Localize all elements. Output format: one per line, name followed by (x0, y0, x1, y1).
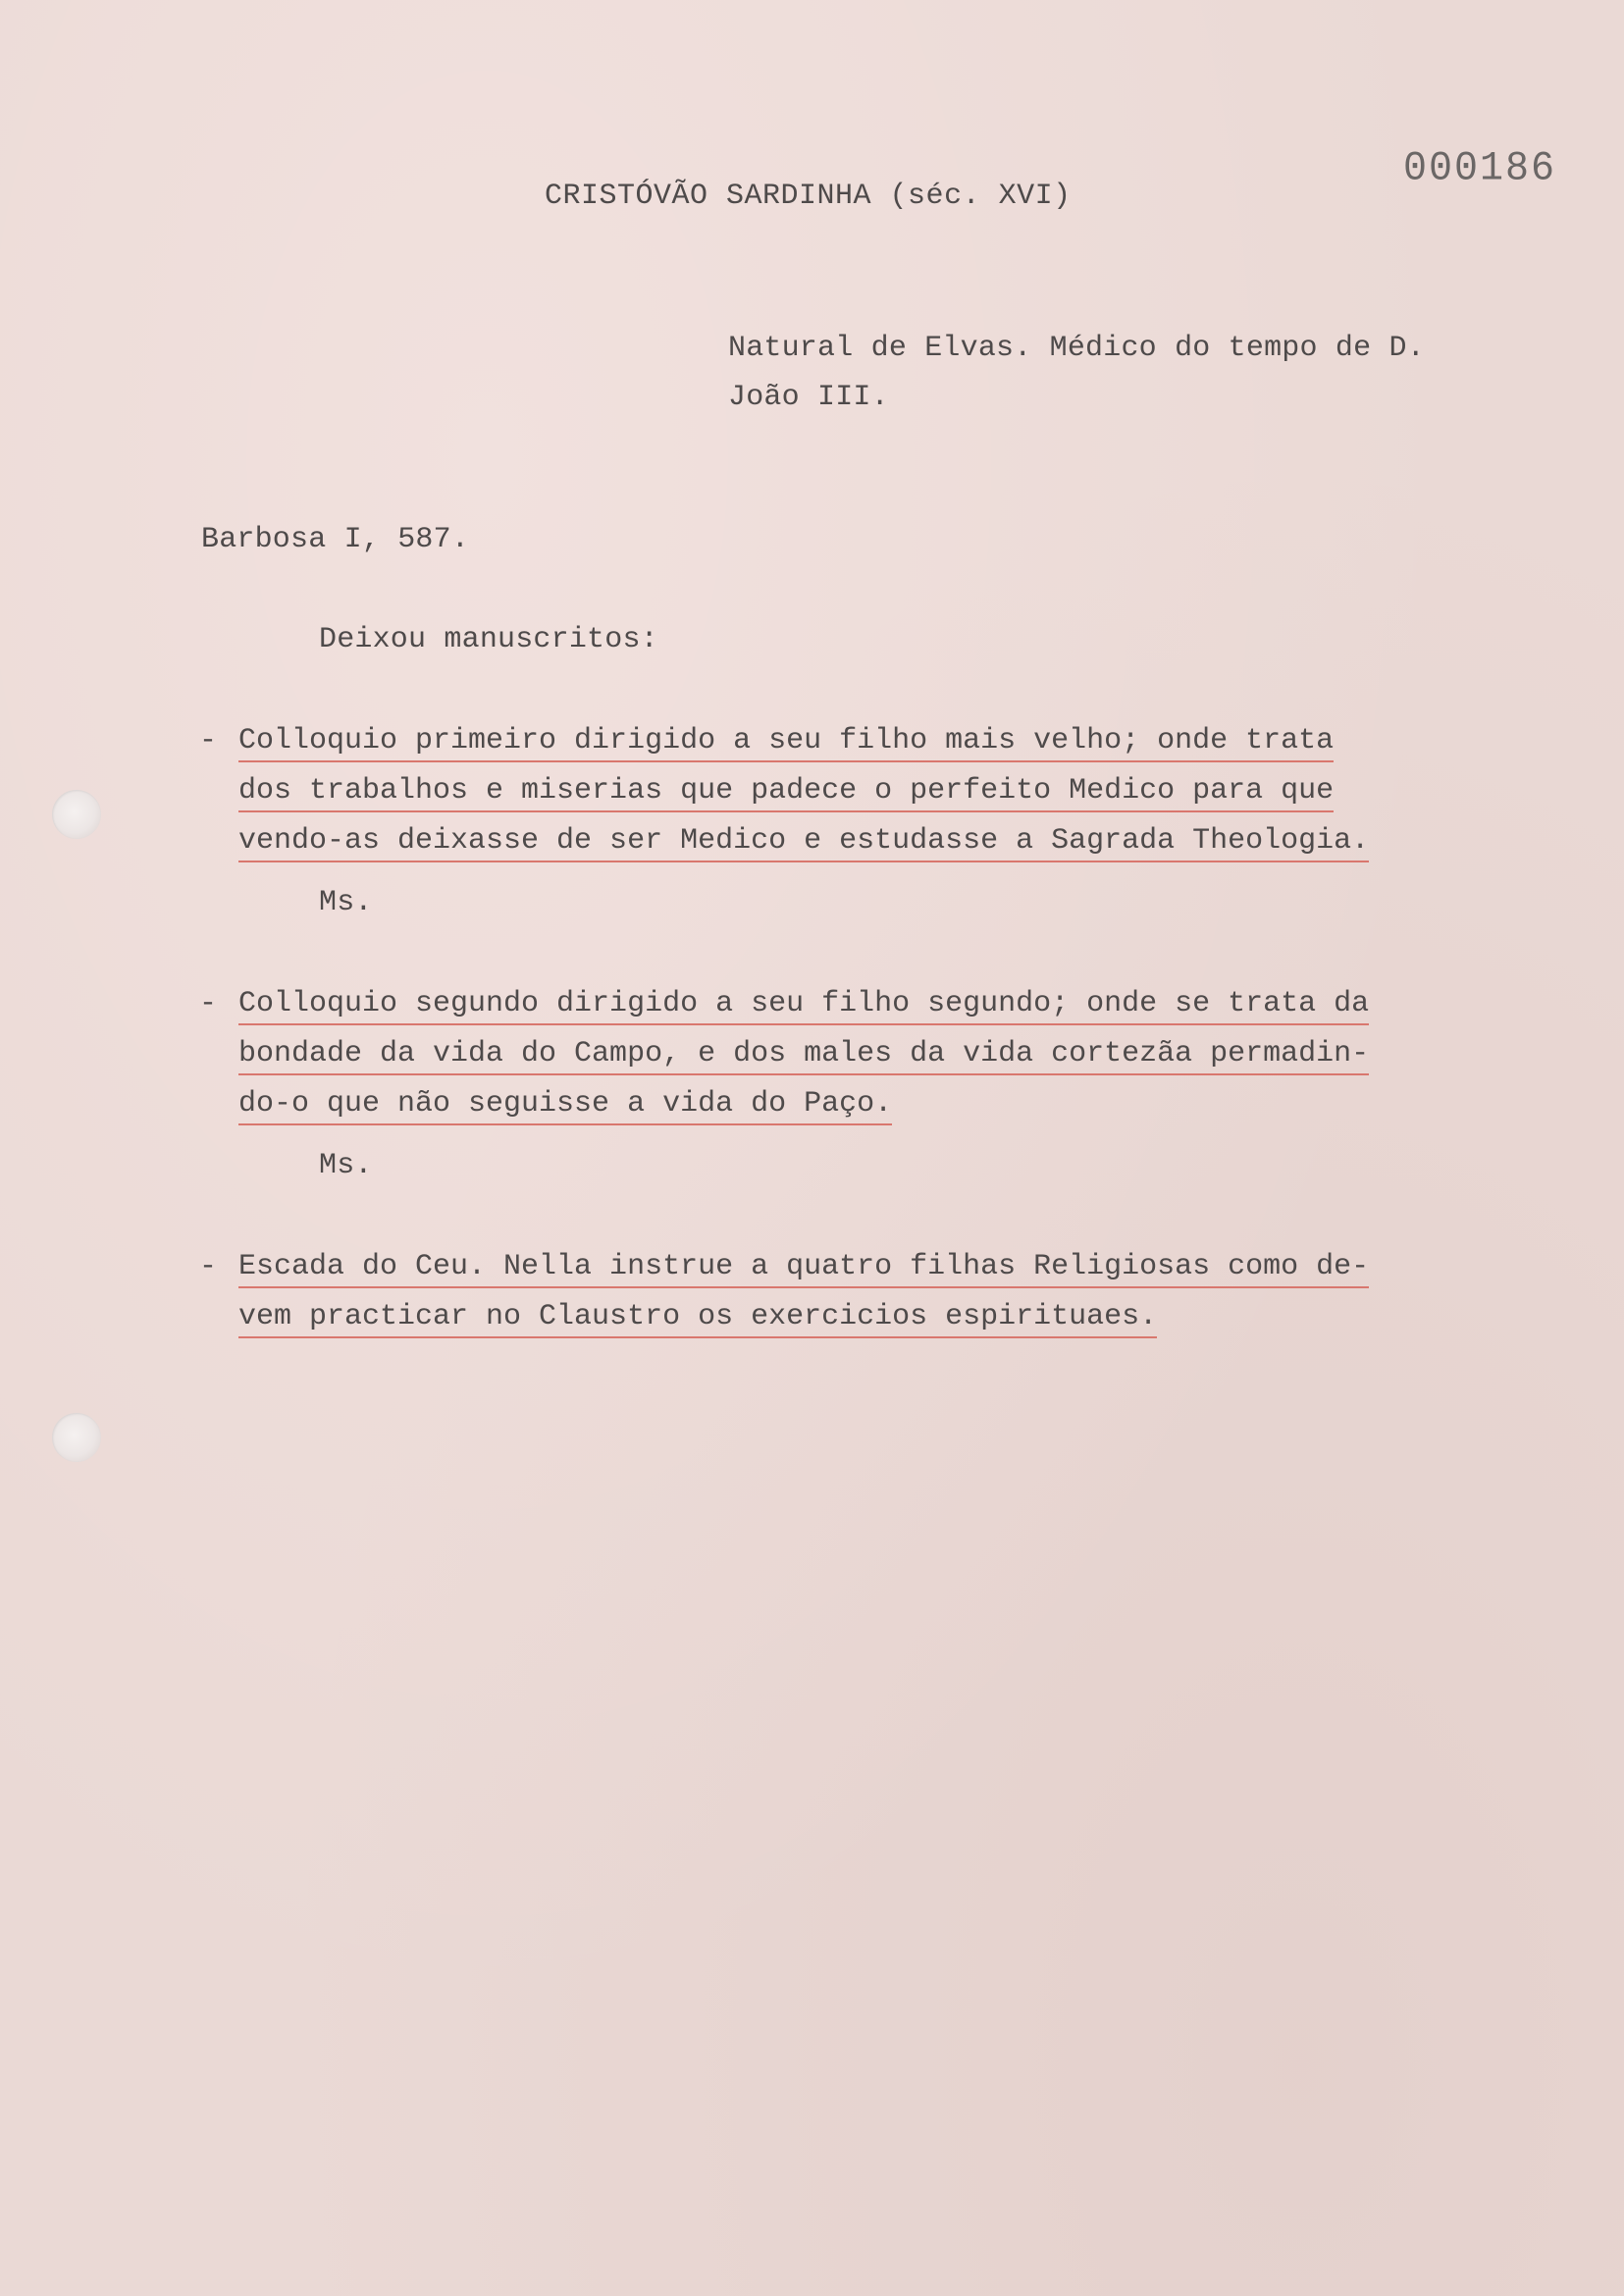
underlined-text: Colloquio segundo dirigido a seu filho segundo; onde se trata da (238, 985, 1369, 1025)
bibliographic-reference: Barbosa I, 587. (201, 523, 470, 556)
bio-note (728, 324, 1425, 422)
page-title: CRISTÓVÃO SARDINHA (séc. XVI) (545, 180, 1072, 213)
punch-hole (52, 790, 101, 839)
list-bullet: - (199, 724, 218, 757)
item-line (238, 766, 1544, 816)
manuscript-note: Ms. (319, 1149, 373, 1182)
underlined-text: bondade da vida do Campo, e dos males da vida cortezãa permadin- (238, 1035, 1369, 1075)
item-line (238, 1242, 1544, 1292)
list-bullet: - (199, 1250, 218, 1283)
underlined-text: vem practicar no Claustro os exercicios espirituaes. (238, 1298, 1157, 1338)
item-line (238, 1292, 1544, 1342)
underlined-text: do-o que não seguisse a vida do Paço. (238, 1085, 892, 1125)
bio-line: João III. (728, 381, 889, 414)
list-item (238, 979, 1544, 1129)
underlined-text: Colloquio primeiro dirigido a seu filho mais velho; onde trata (238, 722, 1334, 762)
item-line (238, 1029, 1544, 1079)
item-line (238, 979, 1544, 1029)
underlined-text: vendo-as deixasse de ser Medico e estudasse a Sagrada Theologia. (238, 822, 1369, 862)
underlined-text: dos trabalhos e miserias que padece o perfeito Medico para que (238, 772, 1334, 812)
item-line (238, 716, 1544, 766)
underlined-text: Escada do Ceu. Nella instrue a quatro filhas Religiosas como de- (238, 1248, 1369, 1288)
manuscript-note: Ms. (319, 886, 373, 919)
punch-hole (52, 1413, 101, 1462)
list-bullet: - (199, 987, 218, 1020)
item-line (238, 816, 1544, 866)
archive-stamp-number: 000186 (1403, 145, 1557, 193)
list-item (238, 716, 1544, 866)
item-line (238, 1079, 1544, 1129)
bio-line: Natural de Elvas. Médico do tempo de D. (728, 332, 1425, 365)
list-item (238, 1242, 1544, 1342)
manuscripts-intro: Deixou manuscritos: (319, 623, 658, 656)
